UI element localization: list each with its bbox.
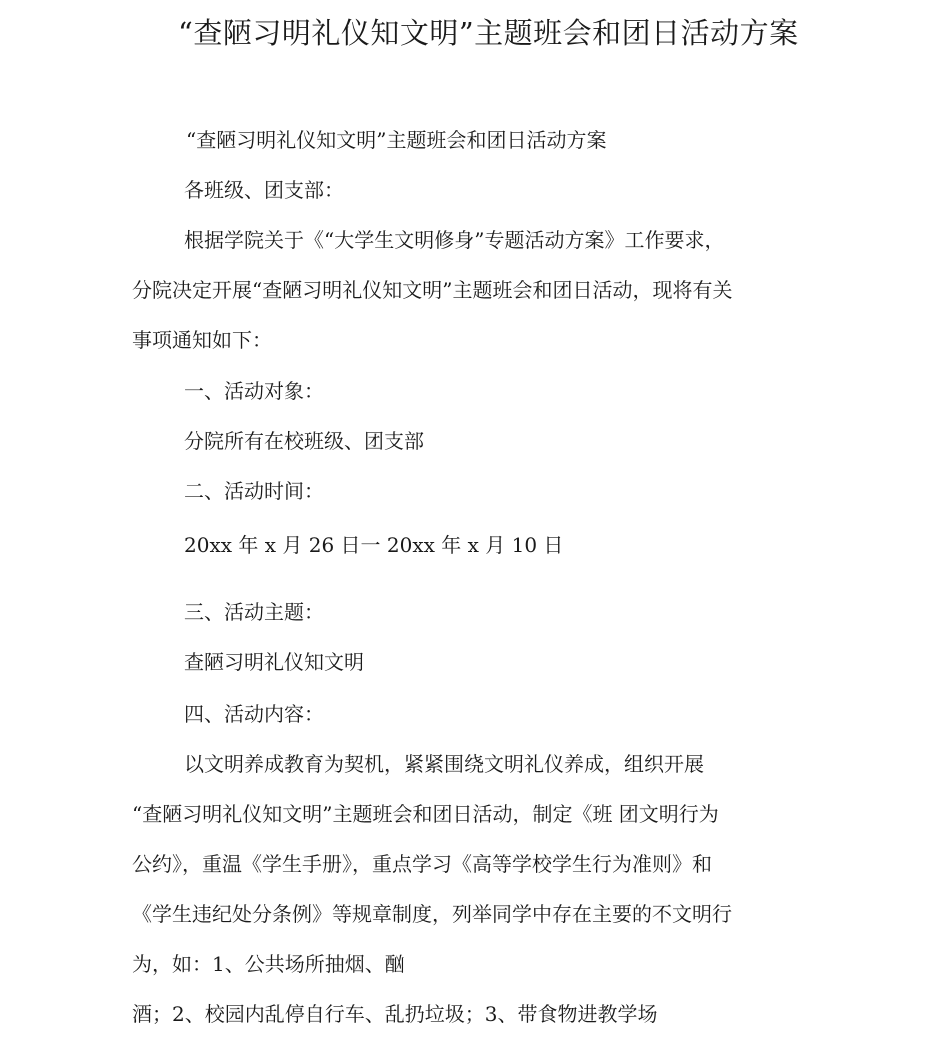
section-2-heading: 二、活动时间： [184,479,324,503]
document-title: “查陋习明礼仪知文明”主题班会和团日活动方案 [178,16,799,50]
section-4-line-3: 公约》，重温《学生手册》，重点学习《高等学校学生行为准则》和 [132,852,712,876]
intro-line-1: 根据学院关于《“大学生文明修身”专题活动方案》工作要求， [184,228,725,252]
intro-line-2: 分院决定开展“查陋习明礼仪知文明”主题班会和团日活动，现将有关 [132,278,733,302]
section-1-heading: 一、活动对象： [184,379,324,403]
section-4-line-4: 《学生违纪处分条例》等规章制度，列举同学中存在主要的不文明行 [132,902,732,926]
section-3-heading: 三、活动主题： [184,600,324,624]
intro-line-3: 事项通知如下： [132,328,272,352]
section-2-body: 20xx 年 x 月 26 日一 20xx 年 x 月 10 日 [184,533,564,557]
section-4-line-1: 以文明养成教育为契机，紧紧围绕文明礼仪养成，组织开展 [184,752,704,776]
section-4-heading: 四、活动内容： [184,702,324,726]
document-subtitle: “查陋习明礼仪知文明”主题班会和团日活动方案 [186,128,607,152]
section-3-body: 查陋习明礼仪知文明 [184,650,364,674]
section-4-line-5: 为，如：1、公共场所抽烟、酗 [132,952,405,976]
section-4-line-2: “查陋习明礼仪知文明”主题班会和团日活动，制定《班 团文明行为 [132,802,719,826]
section-4-line-6: 酒；2、校园内乱停自行车、乱扔垃圾；3、带食物进教学场 [132,1002,658,1026]
salutation: 各班级、团支部： [184,178,344,202]
section-1-body: 分院所有在校班级、团支部 [184,429,424,453]
